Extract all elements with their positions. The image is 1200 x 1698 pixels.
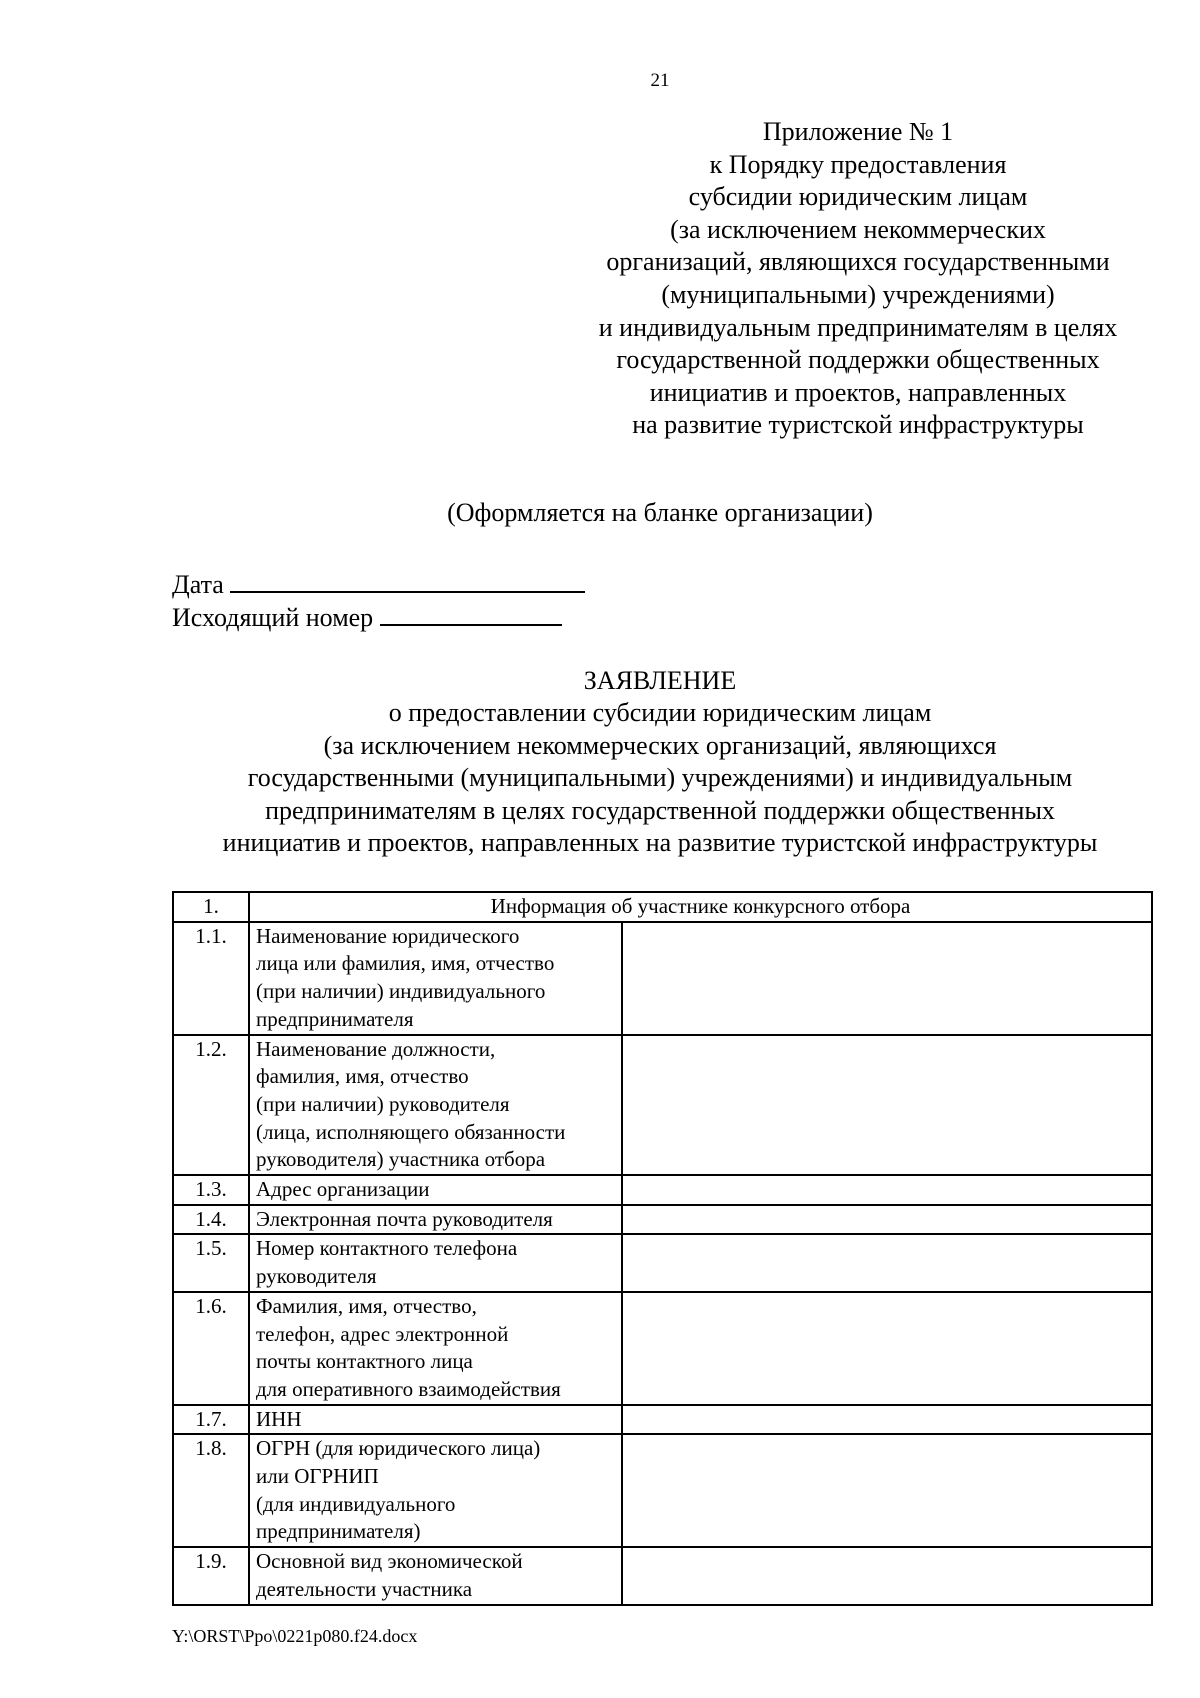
row-label [249,1292,622,1405]
table-header-row [173,892,1152,922]
row-label-line: деятельности участника [256,1576,473,1601]
row-label-line: (при наличии) руководителя [256,1091,510,1116]
appendix-line: (за исключением некоммерческих [670,214,1046,244]
row-label [249,1405,622,1435]
row-value[interactable] [622,1175,1152,1205]
row-label-line: Фамилия, имя, отчество, [256,1293,477,1318]
outgoing-number-blank-line[interactable] [380,598,562,626]
row-label-line: ИНН [256,1406,302,1431]
appendix-line: организаций, являющихся государственными [606,247,1110,277]
row-number: 1.8. [173,1434,249,1547]
appendix-header [568,116,1148,442]
table-row [173,1405,1152,1435]
table-row [173,1175,1152,1205]
appendix-line: и индивидуальным предпринимателям в целях [598,312,1118,342]
row-label-line: руководителя) участника отбора [256,1147,546,1172]
table-row [173,1434,1152,1547]
row-value[interactable] [622,1547,1152,1604]
row-label-line: для оперативного взаимодействия [256,1376,561,1401]
row-label-line: руководителя [256,1264,377,1289]
appendix-line: Приложение № 1 [762,117,954,146]
title-line: инициатив и проектов, направленных на развитие туристской инфраструктуры [222,828,1098,858]
blank-note: (Оформляется на бланке организации) [447,498,873,527]
row-label-line: (при наличии) индивидуального [256,979,546,1004]
table-row [173,1035,1152,1176]
title-line: (за исключением некоммерческих организаций, являющихся [323,730,997,760]
table-row [173,1292,1152,1405]
title-line: государственными (муниципальными) учреждениями) и индивидуальным [247,763,1073,793]
row-value[interactable] [622,1292,1152,1405]
row-label-line: Номер контактного телефона [256,1236,518,1261]
row-label-line: Адрес организации [256,1177,430,1202]
table-row [173,1547,1152,1604]
row-label-line: предпринимателя) [256,1519,421,1544]
row-value[interactable] [622,1035,1152,1176]
row-label-line: ОГРН (для юридического лица) [256,1436,541,1461]
appendix-line: субсидии юридическим лицам [688,182,1028,212]
table-row [173,922,1152,1035]
row-number: 1.2. [173,1035,249,1176]
row-label-line: (лица, исполняющего обязанности [256,1119,566,1144]
row-label-line: Основной вид экономической [256,1549,523,1574]
date-blank-line[interactable] [230,565,585,593]
row-label-line: или ОГРНИП [256,1464,379,1489]
row-label [249,1205,622,1235]
outgoing-number-label: Исходящий номер [172,603,374,632]
date-label: Дата [172,570,224,599]
title-line: предпринимателям в целях государственной поддержки общественных [265,795,1055,825]
row-label-line: Наименование юридического [256,923,520,948]
row-value[interactable] [622,1405,1152,1435]
row-label-line: почты контактного лица [256,1349,473,1374]
appendix-line: на развитие туристской инфраструктуры [632,410,1084,440]
row-label-line: предпринимателя [256,1006,414,1031]
title-line: о предоставлении субсидии юридическим лицам [388,698,932,728]
row-value[interactable] [622,1205,1152,1235]
row-label [249,1547,622,1604]
row-number: 1.1. [173,922,249,1035]
row-label-line: Электронная почта руководителя [256,1206,553,1231]
outgoing-number-field-row [172,598,562,633]
header-label: Информация об участнике конкурсного отбора [249,892,1152,922]
appendix-line: (муниципальными) учреждениями) [661,279,1055,309]
table-row [173,1234,1152,1291]
application-title [0,665,1200,859]
date-field-row [172,565,585,600]
row-label-line: Наименование должности, [256,1036,496,1061]
row-number: 1.9. [173,1547,249,1604]
row-label [249,1175,622,1205]
row-label-line: лица или фамилия, имя, отчество [256,951,555,976]
row-number: 1.5. [173,1234,249,1291]
row-label [249,1035,622,1176]
row-label-line: фамилия, имя, отчество [256,1064,469,1089]
page-number: 21 [650,70,670,91]
row-label [249,922,622,1035]
table-row [173,1205,1152,1235]
participant-info-table [172,891,1153,1606]
row-value[interactable] [622,1234,1152,1291]
row-label-line: (для индивидуального [256,1491,456,1516]
row-value[interactable] [622,1434,1152,1547]
row-number: 1.4. [173,1205,249,1235]
header-number: 1. [173,892,249,922]
row-label [249,1434,622,1547]
appendix-line: инициатив и проектов, направленных [649,377,1067,407]
appendix-line: государственной поддержки общественных [616,345,1100,375]
row-number: 1.3. [173,1175,249,1205]
file-path-footer: Y:\ORST\Ppo\0221p080.f24.docx [172,1626,418,1646]
title-heading: ЗАЯВЛЕНИЕ [583,666,737,695]
row-number: 1.6. [173,1292,249,1405]
row-label [249,1234,622,1291]
row-number: 1.7. [173,1405,249,1435]
row-label-line: телефон, адрес электронной [256,1321,509,1346]
appendix-line: к Порядку предоставления [709,149,1007,179]
row-value[interactable] [622,922,1152,1035]
